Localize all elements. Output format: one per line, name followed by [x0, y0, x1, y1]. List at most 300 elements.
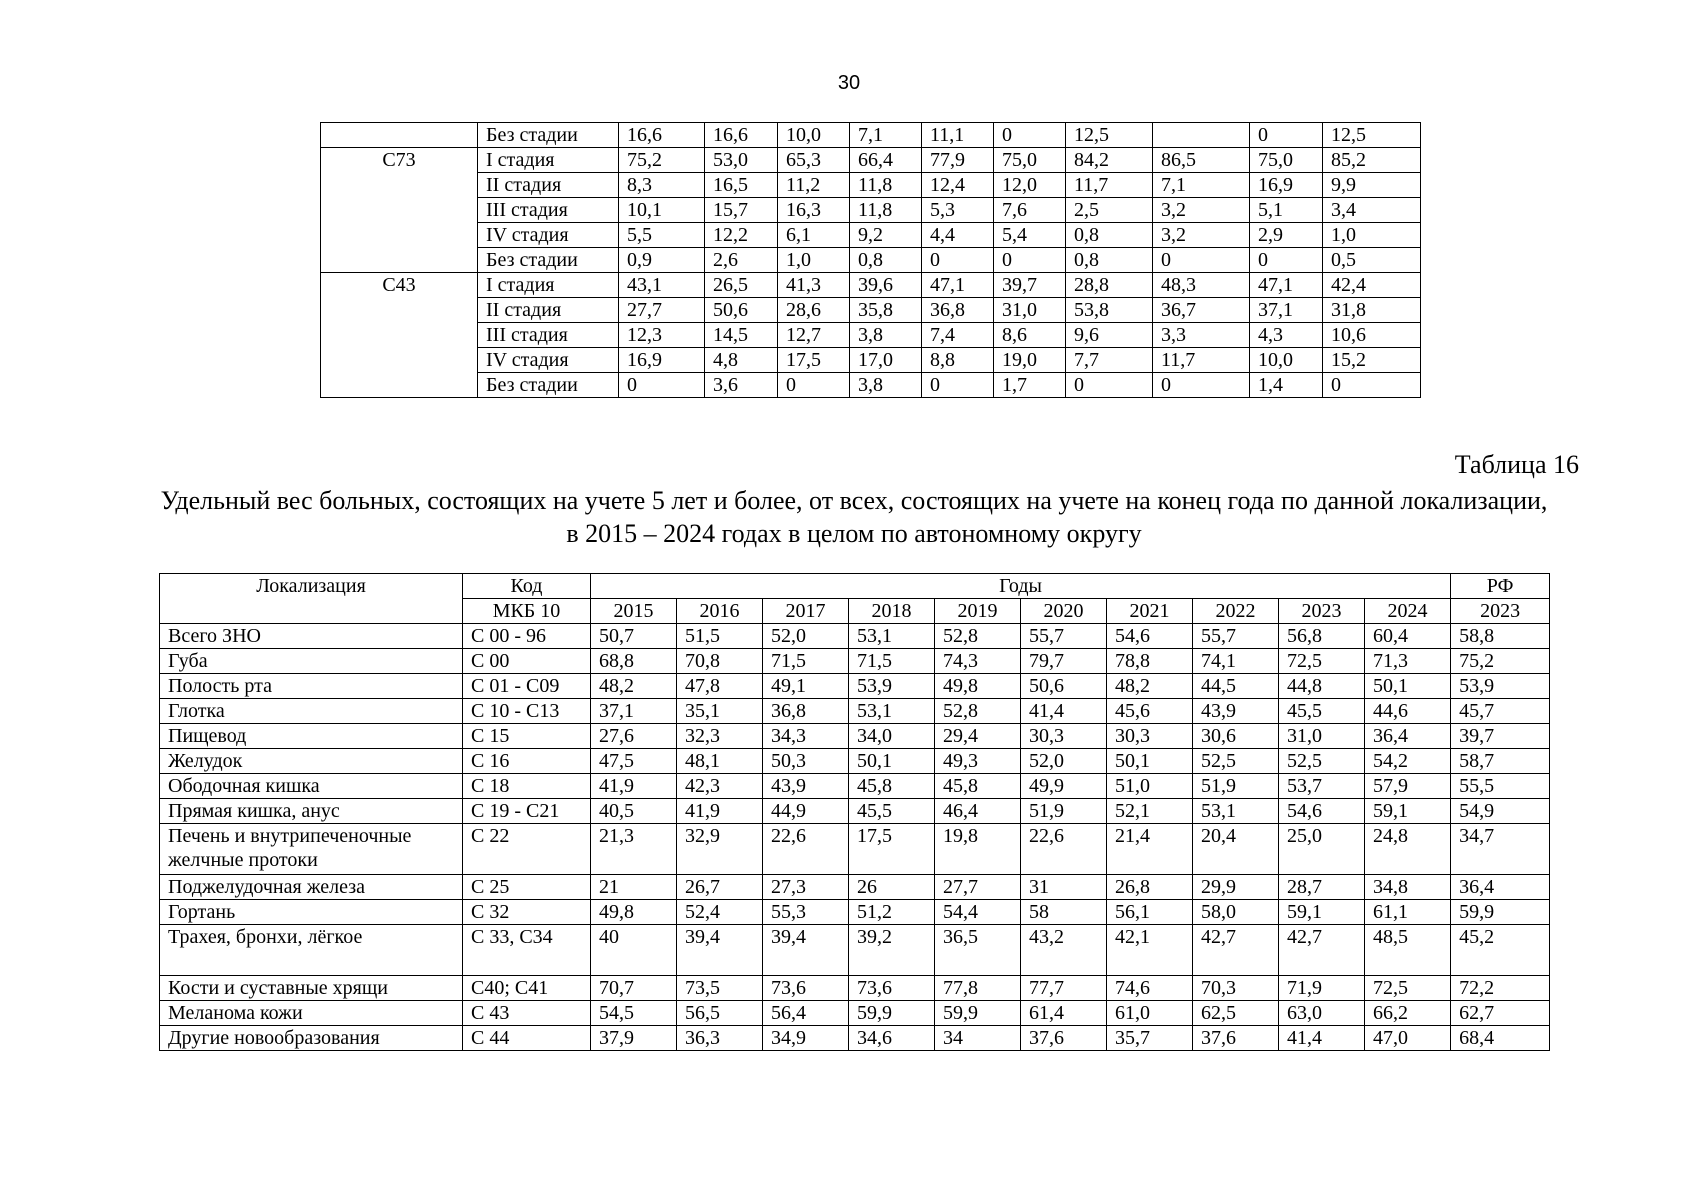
localization-cell: Трахея, бронхи, лёгкое [160, 925, 463, 976]
value-cell: 21 [591, 875, 677, 900]
value-cell: 12,7 [778, 323, 850, 348]
value-cell: 16,5 [705, 173, 778, 198]
value-cell: 30,3 [1021, 724, 1107, 749]
stage-label-cell: IV стадия [478, 223, 619, 248]
value-cell: 31,0 [1279, 724, 1365, 749]
value-cell: 58,0 [1193, 900, 1279, 925]
header-year-cell: 2019 [935, 599, 1021, 624]
value-cell: 59,1 [1279, 900, 1365, 925]
icd-code-cell: С40; С41 [463, 976, 591, 1001]
value-cell: 36,5 [935, 925, 1021, 976]
stage-distribution-table [320, 122, 1421, 398]
value-cell: 51,9 [1193, 774, 1279, 799]
value-cell: 37,1 [1250, 298, 1323, 323]
value-cell: 50,1 [1365, 674, 1451, 699]
value-cell: 49,9 [1021, 774, 1107, 799]
icd-code-cell: С 32 [463, 900, 591, 925]
value-cell: 0 [1153, 373, 1250, 398]
value-cell: 52,4 [677, 900, 763, 925]
value-cell: 37,9 [591, 1026, 677, 1051]
value-cell: 3,6 [705, 373, 778, 398]
rf-value-cell: 58,8 [1451, 624, 1550, 649]
value-cell: 37,6 [1021, 1026, 1107, 1051]
value-cell: 43,2 [1021, 925, 1107, 976]
rf-value-cell: 68,4 [1451, 1026, 1550, 1051]
value-cell: 10,1 [619, 198, 705, 223]
value-cell: 0 [1250, 248, 1323, 273]
header-year-cell: 2024 [1365, 599, 1451, 624]
value-cell: 24,8 [1365, 824, 1451, 875]
value-cell: 74,3 [935, 649, 1021, 674]
value-cell: 3,2 [1153, 223, 1250, 248]
value-cell: 56,5 [677, 1001, 763, 1026]
table-16 [159, 573, 1550, 1051]
value-cell: 16,6 [705, 123, 778, 148]
value-cell: 16,9 [1250, 173, 1323, 198]
value-cell: 25,0 [1279, 824, 1365, 875]
value-cell: 8,8 [922, 348, 994, 373]
stage-row [321, 373, 1421, 398]
value-cell: 35,7 [1107, 1026, 1193, 1051]
value-cell: 47,8 [677, 674, 763, 699]
rf-value-cell: 53,9 [1451, 674, 1550, 699]
icd-code-cell: С 44 [463, 1026, 591, 1051]
header-year-cell: 2018 [849, 599, 935, 624]
table16-row [160, 624, 1550, 649]
value-cell: 61,4 [1021, 1001, 1107, 1026]
value-cell: 0,8 [1066, 248, 1153, 273]
value-cell: 31,8 [1323, 298, 1421, 323]
icd-code-cell: C43 [321, 273, 478, 398]
header-year-cell: 2023 [1279, 599, 1365, 624]
value-cell: 75,0 [994, 148, 1066, 173]
stage-row [321, 223, 1421, 248]
header-year-cell: 2017 [763, 599, 849, 624]
value-cell: 63,0 [1279, 1001, 1365, 1026]
header-rf-year: 2023 [1451, 599, 1550, 624]
value-cell: 73,6 [849, 976, 935, 1001]
value-cell: 32,9 [677, 824, 763, 875]
value-cell: 47,5 [591, 749, 677, 774]
value-cell: 15,2 [1323, 348, 1421, 373]
value-cell: 42,7 [1279, 925, 1365, 976]
value-cell: 0,9 [619, 248, 705, 273]
header-rf: РФ [1451, 574, 1550, 599]
value-cell: 12,5 [1066, 123, 1153, 148]
value-cell: 3,2 [1153, 198, 1250, 223]
value-cell: 72,5 [1365, 976, 1451, 1001]
rf-value-cell: 34,7 [1451, 824, 1550, 875]
value-cell: 7,4 [922, 323, 994, 348]
value-cell: 9,9 [1323, 173, 1421, 198]
localization-cell: Полость рта [160, 674, 463, 699]
stage-label-cell: Без стадии [478, 373, 619, 398]
value-cell: 41,3 [778, 273, 850, 298]
value-cell: 41,4 [1021, 699, 1107, 724]
value-cell: 42,4 [1323, 273, 1421, 298]
rf-value-cell: 75,2 [1451, 649, 1550, 674]
value-cell: 50,1 [1107, 749, 1193, 774]
value-cell: 71,5 [763, 649, 849, 674]
value-cell: 54,2 [1365, 749, 1451, 774]
value-cell: 35,8 [850, 298, 922, 323]
stage-row [321, 248, 1421, 273]
value-cell: 50,6 [705, 298, 778, 323]
value-cell: 5,4 [994, 223, 1066, 248]
value-cell: 5,1 [1250, 198, 1323, 223]
value-cell: 70,8 [677, 649, 763, 674]
value-cell: 27,7 [935, 875, 1021, 900]
value-cell: 37,1 [591, 699, 677, 724]
value-cell: 11,7 [1066, 173, 1153, 198]
value-cell: 70,7 [591, 976, 677, 1001]
header-localization: Локализация [160, 574, 463, 624]
value-cell: 75,2 [619, 148, 705, 173]
value-cell: 53,8 [1066, 298, 1153, 323]
header-code: Код [463, 574, 591, 599]
value-cell: 59,1 [1365, 799, 1451, 824]
value-cell: 62,5 [1193, 1001, 1279, 1026]
value-cell: 27,6 [591, 724, 677, 749]
value-cell: 73,5 [677, 976, 763, 1001]
value-cell: 28,7 [1279, 875, 1365, 900]
value-cell: 36,8 [763, 699, 849, 724]
value-cell: 22,6 [1021, 824, 1107, 875]
localization-cell: Прямая кишка, анус [160, 799, 463, 824]
value-cell: 53,9 [849, 674, 935, 699]
value-cell: 34,8 [1365, 875, 1451, 900]
value-cell: 0 [922, 248, 994, 273]
value-cell: 52,8 [935, 624, 1021, 649]
icd-code-cell: С 18 [463, 774, 591, 799]
table16-row [160, 649, 1550, 674]
table16-row [160, 1001, 1550, 1026]
value-cell: 29,4 [935, 724, 1021, 749]
table-label: Таблица 16 [1454, 450, 1579, 479]
stage-label-cell: I стадия [478, 273, 619, 298]
value-cell: 48,2 [1107, 674, 1193, 699]
value-cell: 4,8 [705, 348, 778, 373]
table16-row [160, 799, 1550, 824]
value-cell: 48,2 [591, 674, 677, 699]
value-cell: 2,6 [705, 248, 778, 273]
rf-value-cell: 36,4 [1451, 875, 1550, 900]
value-cell: 57,9 [1365, 774, 1451, 799]
value-cell: 34,3 [763, 724, 849, 749]
value-cell: 21,4 [1107, 824, 1193, 875]
value-cell: 53,7 [1279, 774, 1365, 799]
value-cell: 0,8 [850, 248, 922, 273]
value-cell: 66,4 [850, 148, 922, 173]
value-cell: 84,2 [1066, 148, 1153, 173]
value-cell: 56,8 [1279, 624, 1365, 649]
value-cell: 5,5 [619, 223, 705, 248]
value-cell: 3,3 [1153, 323, 1250, 348]
value-cell: 19,8 [935, 824, 1021, 875]
stage-row [321, 273, 1421, 298]
table16-row [160, 674, 1550, 699]
value-cell: 0 [1066, 373, 1153, 398]
value-cell: 8,3 [619, 173, 705, 198]
value-cell: 53,1 [849, 624, 935, 649]
value-cell: 65,3 [778, 148, 850, 173]
value-cell: 52,1 [1107, 799, 1193, 824]
value-cell: 12,0 [994, 173, 1066, 198]
value-cell: 42,3 [677, 774, 763, 799]
value-cell: 47,0 [1365, 1026, 1451, 1051]
localization-cell: Кости и суставные хрящи [160, 976, 463, 1001]
table-title: Удельный вес больных, состоящих на учете 5 лет и более, от всех, состоящих на учете на конец года по данной локализации, в 2015 – 2024 годах в целом по автономному округу [160, 486, 1548, 548]
stage-row [321, 148, 1421, 173]
value-cell: 27,7 [619, 298, 705, 323]
value-cell: 51,9 [1021, 799, 1107, 824]
value-cell: 0 [1323, 373, 1421, 398]
header-year-cell: 2016 [677, 599, 763, 624]
value-cell: 11,7 [1153, 348, 1250, 373]
table16-header-row-1 [160, 574, 1550, 599]
stage-label-cell: II стадия [478, 173, 619, 198]
value-cell: 28,8 [1066, 273, 1153, 298]
rf-value-cell: 62,7 [1451, 1001, 1550, 1026]
value-cell: 1,7 [994, 373, 1066, 398]
value-cell: 74,6 [1107, 976, 1193, 1001]
value-cell: 30,6 [1193, 724, 1279, 749]
value-cell: 27,3 [763, 875, 849, 900]
localization-cell: Глотка [160, 699, 463, 724]
page-number: 30 [837, 72, 861, 94]
value-cell: 12,4 [922, 173, 994, 198]
localization-cell: Другие новообразования [160, 1026, 463, 1051]
value-cell: 14,5 [705, 323, 778, 348]
value-cell: 61,0 [1107, 1001, 1193, 1026]
value-cell: 85,2 [1323, 148, 1421, 173]
icd-code-cell: С 00 - 96 [463, 624, 591, 649]
value-cell: 31,0 [994, 298, 1066, 323]
header-year-cell: 2021 [1107, 599, 1193, 624]
localization-cell: Всего ЗНО [160, 624, 463, 649]
value-cell: 54,6 [1279, 799, 1365, 824]
value-cell: 54,5 [591, 1001, 677, 1026]
value-cell: 52,5 [1193, 749, 1279, 774]
stage-row [321, 348, 1421, 373]
localization-cell: Пищевод [160, 724, 463, 749]
value-cell: 40 [591, 925, 677, 976]
stage-row [321, 123, 1421, 148]
value-cell: 15,7 [705, 198, 778, 223]
stage-row [321, 323, 1421, 348]
value-cell: 39,2 [849, 925, 935, 976]
table16-row [160, 749, 1550, 774]
value-cell: 17,5 [849, 824, 935, 875]
header-years: Годы [591, 574, 1451, 599]
icd-code-cell: С 10 - С13 [463, 699, 591, 724]
value-cell: 2,9 [1250, 223, 1323, 248]
localization-cell: Губа [160, 649, 463, 674]
value-cell: 41,4 [1279, 1026, 1365, 1051]
value-cell: 51,0 [1107, 774, 1193, 799]
value-cell: 56,1 [1107, 900, 1193, 925]
value-cell: 34,6 [849, 1026, 935, 1051]
value-cell: 45,8 [849, 774, 935, 799]
value-cell: 0 [1250, 123, 1323, 148]
rf-value-cell: 55,5 [1451, 774, 1550, 799]
value-cell: 31 [1021, 875, 1107, 900]
value-cell: 9,6 [1066, 323, 1153, 348]
value-cell: 19,0 [994, 348, 1066, 373]
value-cell: 12,5 [1323, 123, 1421, 148]
table16-row [160, 724, 1550, 749]
value-cell: 30,3 [1107, 724, 1193, 749]
value-cell: 16,6 [619, 123, 705, 148]
rf-value-cell: 45,2 [1451, 925, 1550, 976]
value-cell: 6,1 [778, 223, 850, 248]
value-cell: 36,8 [922, 298, 994, 323]
value-cell: 11,8 [850, 198, 922, 223]
value-cell: 0 [994, 248, 1066, 273]
value-cell: 26,5 [705, 273, 778, 298]
value-cell: 12,3 [619, 323, 705, 348]
rf-value-cell: 39,7 [1451, 724, 1550, 749]
value-cell: 43,9 [1193, 699, 1279, 724]
rf-value-cell: 72,2 [1451, 976, 1550, 1001]
value-cell: 11,1 [922, 123, 994, 148]
value-cell: 50,1 [849, 749, 935, 774]
value-cell: 16,3 [778, 198, 850, 223]
value-cell: 68,8 [591, 649, 677, 674]
value-cell: 49,1 [763, 674, 849, 699]
value-cell: 36,4 [1365, 724, 1451, 749]
stage-label-cell: III стадия [478, 198, 619, 223]
value-cell [1153, 123, 1250, 148]
value-cell: 54,4 [935, 900, 1021, 925]
value-cell: 59,9 [935, 1001, 1021, 1026]
value-cell: 52,0 [1021, 749, 1107, 774]
value-cell: 22,6 [763, 824, 849, 875]
value-cell: 34,0 [849, 724, 935, 749]
value-cell: 37,6 [1193, 1026, 1279, 1051]
value-cell: 55,7 [1021, 624, 1107, 649]
value-cell: 39,4 [763, 925, 849, 976]
value-cell: 39,7 [994, 273, 1066, 298]
value-cell: 70,3 [1193, 976, 1279, 1001]
rf-value-cell: 54,9 [1451, 799, 1550, 824]
value-cell: 0 [994, 123, 1066, 148]
value-cell: 52,0 [763, 624, 849, 649]
value-cell: 75,0 [1250, 148, 1323, 173]
value-cell: 4,3 [1250, 323, 1323, 348]
value-cell: 53,1 [849, 699, 935, 724]
value-cell: 48,1 [677, 749, 763, 774]
value-cell: 26,8 [1107, 875, 1193, 900]
localization-cell: Гортань [160, 900, 463, 925]
rf-value-cell: 58,7 [1451, 749, 1550, 774]
value-cell: 21,3 [591, 824, 677, 875]
stage-row [321, 173, 1421, 198]
localization-cell: Желудок [160, 749, 463, 774]
value-cell: 7,1 [1153, 173, 1250, 198]
icd-code-cell: С 19 - С21 [463, 799, 591, 824]
table16-row [160, 699, 1550, 724]
header-year-cell: 2022 [1193, 599, 1279, 624]
value-cell: 10,0 [1250, 348, 1323, 373]
value-cell: 36,3 [677, 1026, 763, 1051]
value-cell: 34,9 [763, 1026, 849, 1051]
value-cell: 16,9 [619, 348, 705, 373]
value-cell: 7,6 [994, 198, 1066, 223]
icd-code-cell: С 43 [463, 1001, 591, 1026]
value-cell: 52,8 [935, 699, 1021, 724]
value-cell: 53,1 [1193, 799, 1279, 824]
value-cell: 26 [849, 875, 935, 900]
value-cell: 1,4 [1250, 373, 1323, 398]
value-cell: 43,1 [619, 273, 705, 298]
value-cell: 52,5 [1279, 749, 1365, 774]
value-cell: 54,6 [1107, 624, 1193, 649]
value-cell: 0 [1153, 248, 1250, 273]
header-year-cell: 2020 [1021, 599, 1107, 624]
localization-cell: Ободочная кишка [160, 774, 463, 799]
icd-code-cell: С 33, С34 [463, 925, 591, 976]
table16-row [160, 875, 1550, 900]
stage-label-cell: Без стадии [478, 248, 619, 273]
value-cell: 72,5 [1279, 649, 1365, 674]
icd-code-cell: С 22 [463, 824, 591, 875]
value-cell: 45,6 [1107, 699, 1193, 724]
value-cell: 40,5 [591, 799, 677, 824]
value-cell: 66,2 [1365, 1001, 1451, 1026]
value-cell: 4,4 [922, 223, 994, 248]
table16-row [160, 1026, 1550, 1051]
value-cell: 59,9 [849, 1001, 935, 1026]
value-cell: 78,8 [1107, 649, 1193, 674]
value-cell: 11,2 [778, 173, 850, 198]
value-cell: 44,9 [763, 799, 849, 824]
value-cell: 58 [1021, 900, 1107, 925]
value-cell: 17,5 [778, 348, 850, 373]
value-cell: 44,6 [1365, 699, 1451, 724]
stage-label-cell: IV стадия [478, 348, 619, 373]
value-cell: 28,6 [778, 298, 850, 323]
stage-label-cell: Без стадии [478, 123, 619, 148]
stage-row [321, 298, 1421, 323]
value-cell: 61,1 [1365, 900, 1451, 925]
value-cell: 43,9 [763, 774, 849, 799]
value-cell: 53,0 [705, 148, 778, 173]
value-cell: 56,4 [763, 1001, 849, 1026]
value-cell: 50,3 [763, 749, 849, 774]
table16-row [160, 774, 1550, 799]
value-cell: 8,6 [994, 323, 1066, 348]
table16-row [160, 925, 1550, 976]
value-cell: 0 [778, 373, 850, 398]
value-cell: 0 [922, 373, 994, 398]
icd-code-cell: C73 [321, 148, 478, 273]
value-cell: 45,8 [935, 774, 1021, 799]
rf-value-cell: 45,7 [1451, 699, 1550, 724]
value-cell: 7,7 [1066, 348, 1153, 373]
value-cell: 86,5 [1153, 148, 1250, 173]
value-cell: 2,5 [1066, 198, 1153, 223]
value-cell: 0 [619, 373, 705, 398]
table16-row [160, 900, 1550, 925]
value-cell: 39,6 [850, 273, 922, 298]
value-cell: 41,9 [591, 774, 677, 799]
stage-label-cell: III стадия [478, 323, 619, 348]
value-cell: 44,8 [1279, 674, 1365, 699]
localization-cell: Печень и внутрипеченочные желчные протоки [160, 824, 463, 875]
value-cell: 1,0 [1323, 223, 1421, 248]
value-cell: 47,1 [922, 273, 994, 298]
